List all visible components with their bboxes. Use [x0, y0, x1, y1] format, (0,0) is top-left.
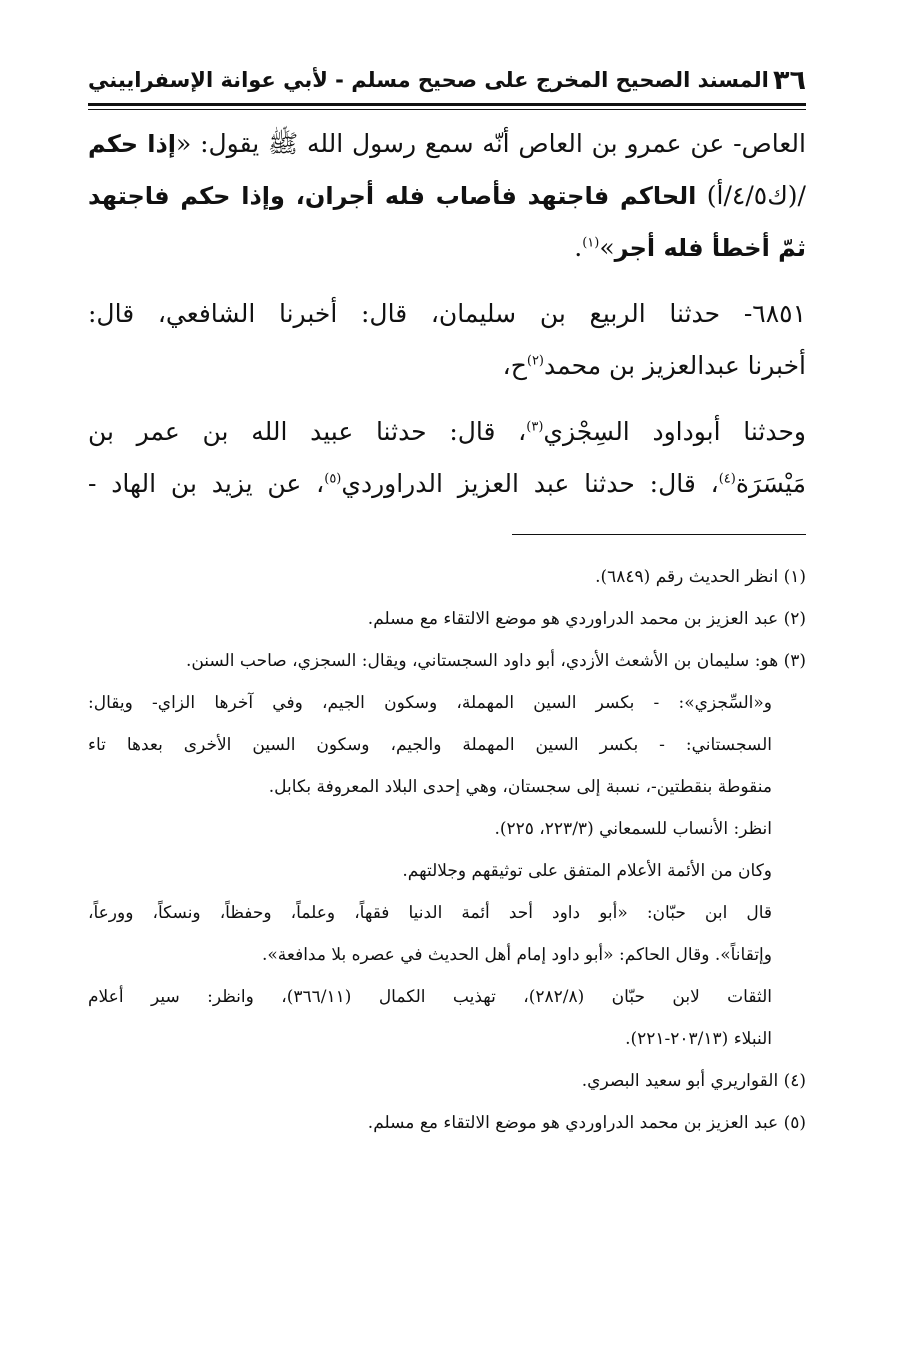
- main-line-3-bold: ثمّ أخطأ فله أجر: [614, 234, 806, 262]
- hadith-6851-line-3-a: وحدثنا أبوداود السِجْزي: [543, 417, 806, 446]
- hadith-6851-line-4-b: ، قال: حدثنا عبد العزيز الدراوردي: [341, 469, 719, 498]
- footnote-3-line-3: السجستاني: - بكسر السين المهملة والجيم، وسكون السين الأخرى بعدها تاء: [88, 735, 772, 755]
- running-title: المسند الصحيح المخرج على صحيح مسلم - لأبي عوانة الإسفراييني: [88, 68, 769, 92]
- hadith-6851-line-4: [88, 458, 806, 510]
- hadith-6851-line-2: [88, 340, 806, 392]
- footnote-ref-4[interactable]: (٤): [718, 471, 736, 487]
- footnote-3-line-7: قال ابن حبّان: «أبو داود أحد أئمة الدنيا فقهاً، وعلماً، وحفظاً، ونسكاً، وورعاً،: [88, 903, 772, 923]
- header-rule-thin: [88, 109, 806, 110]
- footnotes: [88, 556, 806, 1144]
- hadith-6851-line-3: [88, 406, 806, 458]
- footnote-3-line-8: وإتقاناً». وقال الحاكم: «أبو داود إمام أهل الحديث في عصره بلا مدافعة».: [261, 945, 772, 965]
- footnote-4: (٤) القواريري أبو سعيد البصري.: [581, 1071, 806, 1091]
- footnote-3-line-6: وكان من الأئمة الأعلام المتفق على توثيقهم وجلالتهم.: [402, 861, 772, 881]
- main-line-1-plain: العاص- عن عمرو بن العاص أنّه سمع رسول الله ﷺ يقول: «: [176, 129, 806, 158]
- footnote-ref-1[interactable]: (١): [582, 235, 600, 251]
- main-line-2: [88, 170, 806, 222]
- main-line-2-plain: /(ك٤/٥/أ): [696, 181, 806, 210]
- hadith-6851-line-2-b: ح،: [502, 351, 527, 380]
- hadith-6851-line-4-a: مَيْسَرَة: [735, 469, 806, 498]
- main-text: [88, 118, 806, 510]
- footnote-5: (٥) عبد العزيز بن محمد الدراوردي هو موضع الالتقاء مع مسلم.: [367, 1113, 806, 1133]
- main-line-2-bold: الحاكم فاجتهد فأصاب فله أجران، وإذا حكم فاجتهد: [88, 182, 697, 210]
- page-header: [88, 60, 806, 100]
- footnote-ref-3[interactable]: (٣): [526, 419, 544, 435]
- hadith-6851-line-2-a: أخبرنا عبدالعزيز بن محمد: [544, 351, 806, 380]
- main-line-1: [88, 118, 806, 170]
- footnote-3-line-9: الثقات لابن حبّان (٢٨٢/٨)، تهذيب الكمال (٣٦٦/١١)، وانظر: سير أعلام: [88, 987, 772, 1007]
- footnote-separator: [512, 534, 806, 535]
- footnote-3-line-4: منقوطة بنقطتين-، نسبة إلى سجستان، وهي إحدى البلاد المعروفة بكابل.: [268, 777, 772, 797]
- footnote-3-line-1: (٣) هو: سليمان بن الأشعث الأزدي، أبو داود السجستاني، ويقال: السجزي، صاحب السنن.: [185, 651, 806, 671]
- main-line-1-bold: إذا حكم: [88, 130, 177, 158]
- footnote-ref-2[interactable]: (٢): [526, 353, 544, 369]
- page-number: ٣٦: [773, 64, 806, 96]
- hadith-6851-line-1: ٦٨٥١- حدثنا الربيع بن سليمان، قال: أخبرنا الشافعي، قال:: [88, 299, 806, 328]
- footnote-2: (٢) عبد العزيز بن محمد الدراوردي هو موضع الالتقاء مع مسلم.: [367, 609, 806, 629]
- footnote-ref-5[interactable]: (٥): [324, 471, 342, 487]
- main-line-3-end: .: [574, 233, 583, 262]
- main-line-3-quote: »: [599, 233, 615, 262]
- main-line-3: [88, 222, 806, 274]
- footnote-1: (١) انظر الحديث رقم (٦٨٤٩).: [595, 567, 806, 587]
- hadith-6851-line-3-b: ، قال: حدثنا عبيد الله بن عمر بن: [88, 417, 527, 446]
- hadith-6851-line-4-c: ، عن يزيد بن الهاد -: [88, 469, 325, 498]
- header-rule-thick: [88, 103, 806, 106]
- footnote-3-line-10: النبلاء (٢٠٣/١٣-٢٢١).: [625, 1029, 772, 1049]
- footnote-3-line-5: انظر: الأنساب للسمعاني (٢٢٣/٣، ٢٢٥).: [494, 819, 772, 839]
- footnote-3-line-2: و«السِّجزي»: - بكسر السين المهملة، وسكون الجيم، وفي آخرها الزاي- ويقال:: [88, 693, 772, 713]
